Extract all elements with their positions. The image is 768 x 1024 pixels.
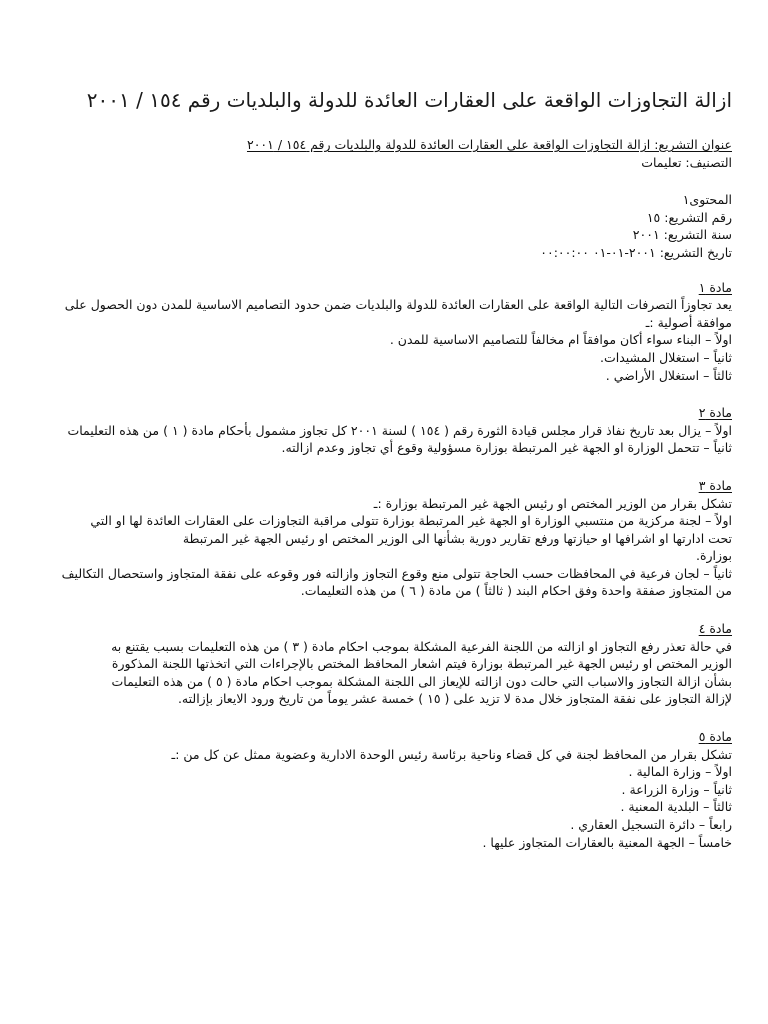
article-heading: مادة ٢ [698, 405, 732, 421]
article-line: ثالثاً – استغلال الأراضي . [605, 367, 732, 383]
article-line: اولاً – وزارة المالية . [628, 764, 732, 780]
content-label: المحتوى١ [682, 192, 732, 208]
article-line: تشكل بقرار من الوزير المختص او رئيس الجهة غير المرتبطة بوزارة :ـ [373, 495, 732, 511]
classification-line: التصنيف: تعليمات [641, 154, 732, 170]
legislation-number: رقم التشريع: ١٥ [646, 209, 732, 225]
article-line: في حالة تعذر رفع التجاوز او ازالته من اللجنة الفرعية المشكلة بموجب احكام مادة ( ٣ ) من هذه التعليمات بسبب يقتنع به [111, 638, 732, 654]
article-line: لإزالة التجاوز على نفقة المتجاوز خلال مدة لا تزيد على ( ١٥ ) خمسة عشر يوماً من تاريخ ورود الايعاز بإزالته. [177, 691, 732, 707]
article-heading: مادة ٥ [698, 729, 732, 745]
article-line: اولاً – يزال بعد تاريخ نفاذ قرار مجلس قيادة الثورة رقم ( ١٥٤ ) لسنة ٢٠٠١ كل تجاوز مشمول بأحكام مادة ( ١ ) من هذه التعليمات [67, 422, 732, 438]
article-line: ثانياً – تتحمل الوزارة او الجهة غير المرتبطة بوزارة مسؤولية وقوع أي تجاوز وعدم ازالته. [281, 440, 732, 456]
article-3 [2, 477, 732, 600]
article-line: من المتجاوز صفقة واحدة وفق احكام البند ( ثالثاً ) من مادة ( ٦ ) من هذه التعليمات. [300, 583, 732, 599]
article-line: بشأن ازالة التجاوز والاسباب التي حالت دون ازالته للإيعاز الى اللجنة المشكلة بموجب احكام مادة ( ٥ ) من هذه التعليمات [111, 673, 732, 689]
article-1 [2, 279, 732, 385]
article-heading: مادة ٤ [698, 621, 732, 637]
article-heading: مادة ١ [698, 279, 732, 295]
article-line: يعد تجاوزاً التصرفات التالية الواقعة على العقارات العائدة للدولة والبلديات ضمن حدود التصاميم الاساسية للمدن دون الحصول على [64, 297, 732, 313]
article-line: تحت ادارتها او اشرافها او حيازتها ورفع تقارير دورية بشأنها الى الوزير المختص او رئيس الجهة غير المرتبطة [182, 530, 732, 546]
article-4 [2, 620, 732, 708]
article-line: ثانياً – وزارة الزراعة . [621, 781, 732, 797]
article-line: اولاً – لجنة مركزية من منتسبي الوزارة او الجهة غير المرتبطة بوزارة تتولى مراقبة التجاوزات على العقارات العائدة لها او التي [90, 513, 732, 529]
article-heading: مادة ٣ [698, 477, 732, 493]
article-line: ثالثاً – البلدية المعنية . [620, 799, 732, 815]
article-line: الوزير المختص او رئيس الجهة غير المرتبطة بوزارة فيتم اشعار المحافظ المختص بالإجراءات التي اتخذتها اللجنة المذكورة [111, 656, 732, 672]
legislation-date: تاريخ التشريع: ٢٠٠١-٠١-٠١ ٠٠:٠٠:٠٠ [540, 244, 732, 260]
article-line: بوزارة. [695, 548, 732, 564]
article-line: تشكل بقرار من المحافظ لجنة في كل قضاء وناحية برئاسة رئيس الوحدة الادارية وعضوية ممثل عن كل من :ـ [171, 746, 732, 762]
legislation-year: سنة التشريع: ٢٠٠١ [632, 227, 732, 243]
article-line: خامساً – الجهة المعنية بالعقارات المتجاوز عليها . [482, 834, 732, 850]
article-line: ثانياً – لجان فرعية في المحافظات حسب الحاجة تتولى منع وقوع التجاوز وازالته فور وقوعه على نفقة المتجاوز واستحصال التكاليف [61, 565, 732, 581]
article-line: رابعاً – دائرة التسجيل العقاري . [570, 817, 732, 832]
article-line: ثانياً – استغلال المشيدات. [599, 349, 732, 365]
article-2 [2, 404, 732, 457]
article-5 [2, 728, 732, 851]
article-line: موافقة أصولية :ـ [645, 314, 732, 330]
page-title: ازالة التجاوزات الواقعة على العقارات العائدة للدولة والبلديات رقم ١٥٤ / ٢٠٠١ [86, 88, 732, 112]
document-body [2, 136, 732, 851]
legislation-title-line: عنوان التشريع: ازالة التجاوزات الواقعة على العقارات العائدة للدولة والبلديات رقم ١٥٤ / ٢٠٠١ [246, 137, 732, 152]
article-line: اولاً – البناء سواء أكان موافقاً ام مخالفاً للتصاميم الاساسية للمدن . [389, 332, 732, 348]
